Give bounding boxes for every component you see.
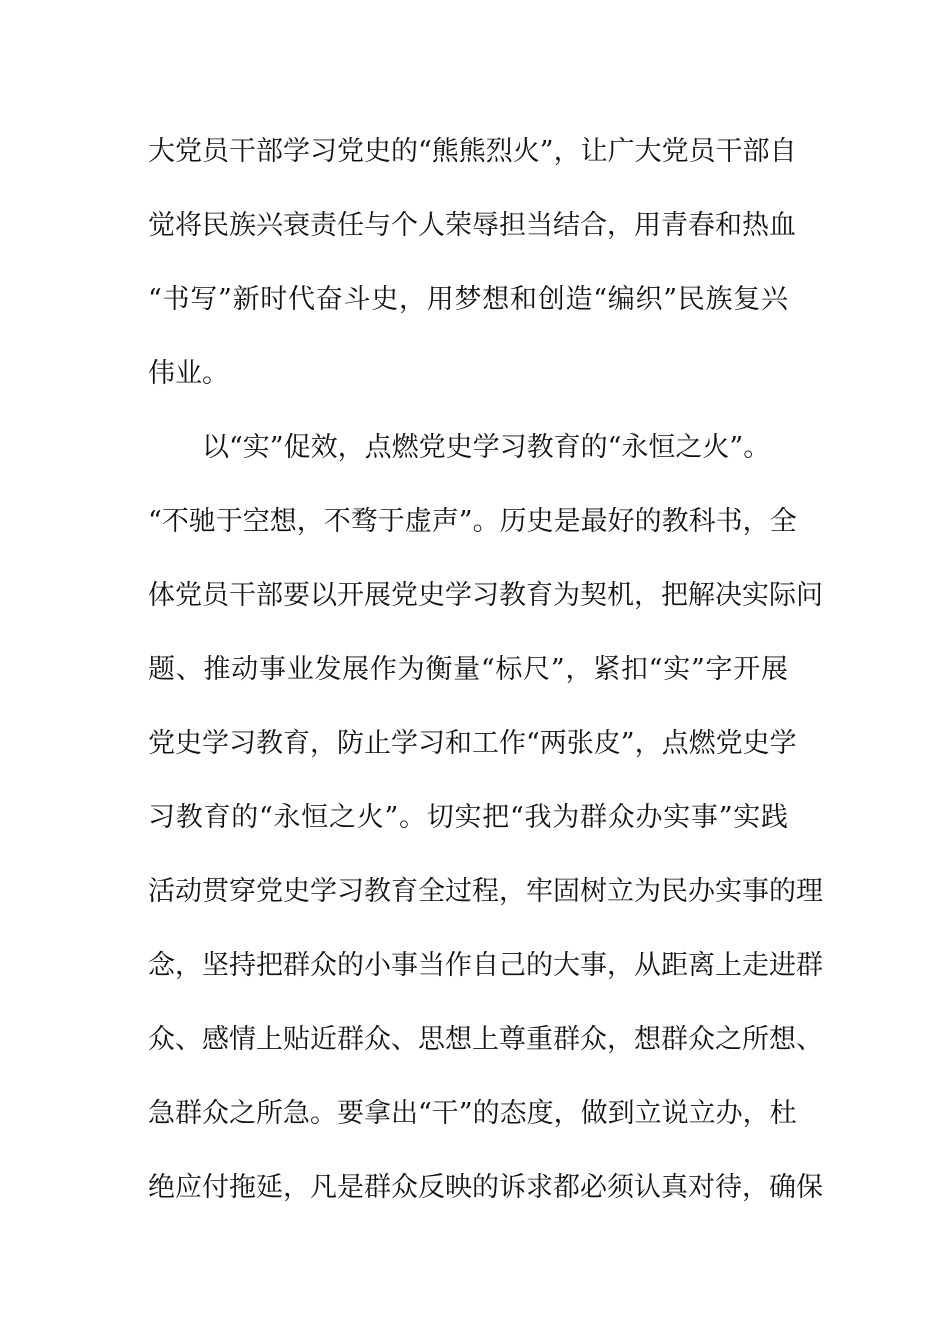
text-line: 大党员干部学习党史的“熊熊烈火”，让广大党员干部自 <box>148 136 797 167</box>
text-line: “书写”新时代奋斗史，用梦想和创造“编织”民族复兴 <box>148 284 788 315</box>
text-line: 众、感情上贴近群众、思想上尊重群众，想群众之所想、 <box>148 1024 823 1055</box>
text-line: 绝应付拖延，凡是群众反映的诉求都必须认真对待，确保 <box>148 1172 823 1203</box>
text-line: 活动贯穿党史学习教育全过程，牢固树立为民办实事的理 <box>148 876 823 907</box>
text-line: 题、推动事业发展作为衡量“标尺”，紧扣“实”字开展 <box>148 654 788 685</box>
text-line: 体党员干部要以开展党史学习教育为契机，把解决实际问 <box>148 580 823 611</box>
text-line: 党史学习教育，防止学习和工作“两张皮”，点燃党史学 <box>148 728 797 759</box>
text-line: 急群众之所急。要拿出“干”的态度，做到立说立办，杜 <box>148 1098 797 1129</box>
text-line: “不驰于空想，不骛于虚声”。历史是最好的教科书，全 <box>148 506 797 537</box>
paragraph-heading-line: 以“实”促效，点燃党史学习教育的“永恒之火”。 <box>202 432 771 463</box>
text-line: 觉将民族兴衰责任与个人荣辱担当结合，用青春和热血 <box>148 210 796 241</box>
body-text <box>148 128 823 1238</box>
text-line: 习教育的“永恒之火”。切实把“我为群众办实事”实践 <box>148 802 788 833</box>
text-line: 念，坚持把群众的小事当作自己的大事，从距离上走进群 <box>148 950 823 981</box>
text-line: 伟业。 <box>148 358 229 389</box>
